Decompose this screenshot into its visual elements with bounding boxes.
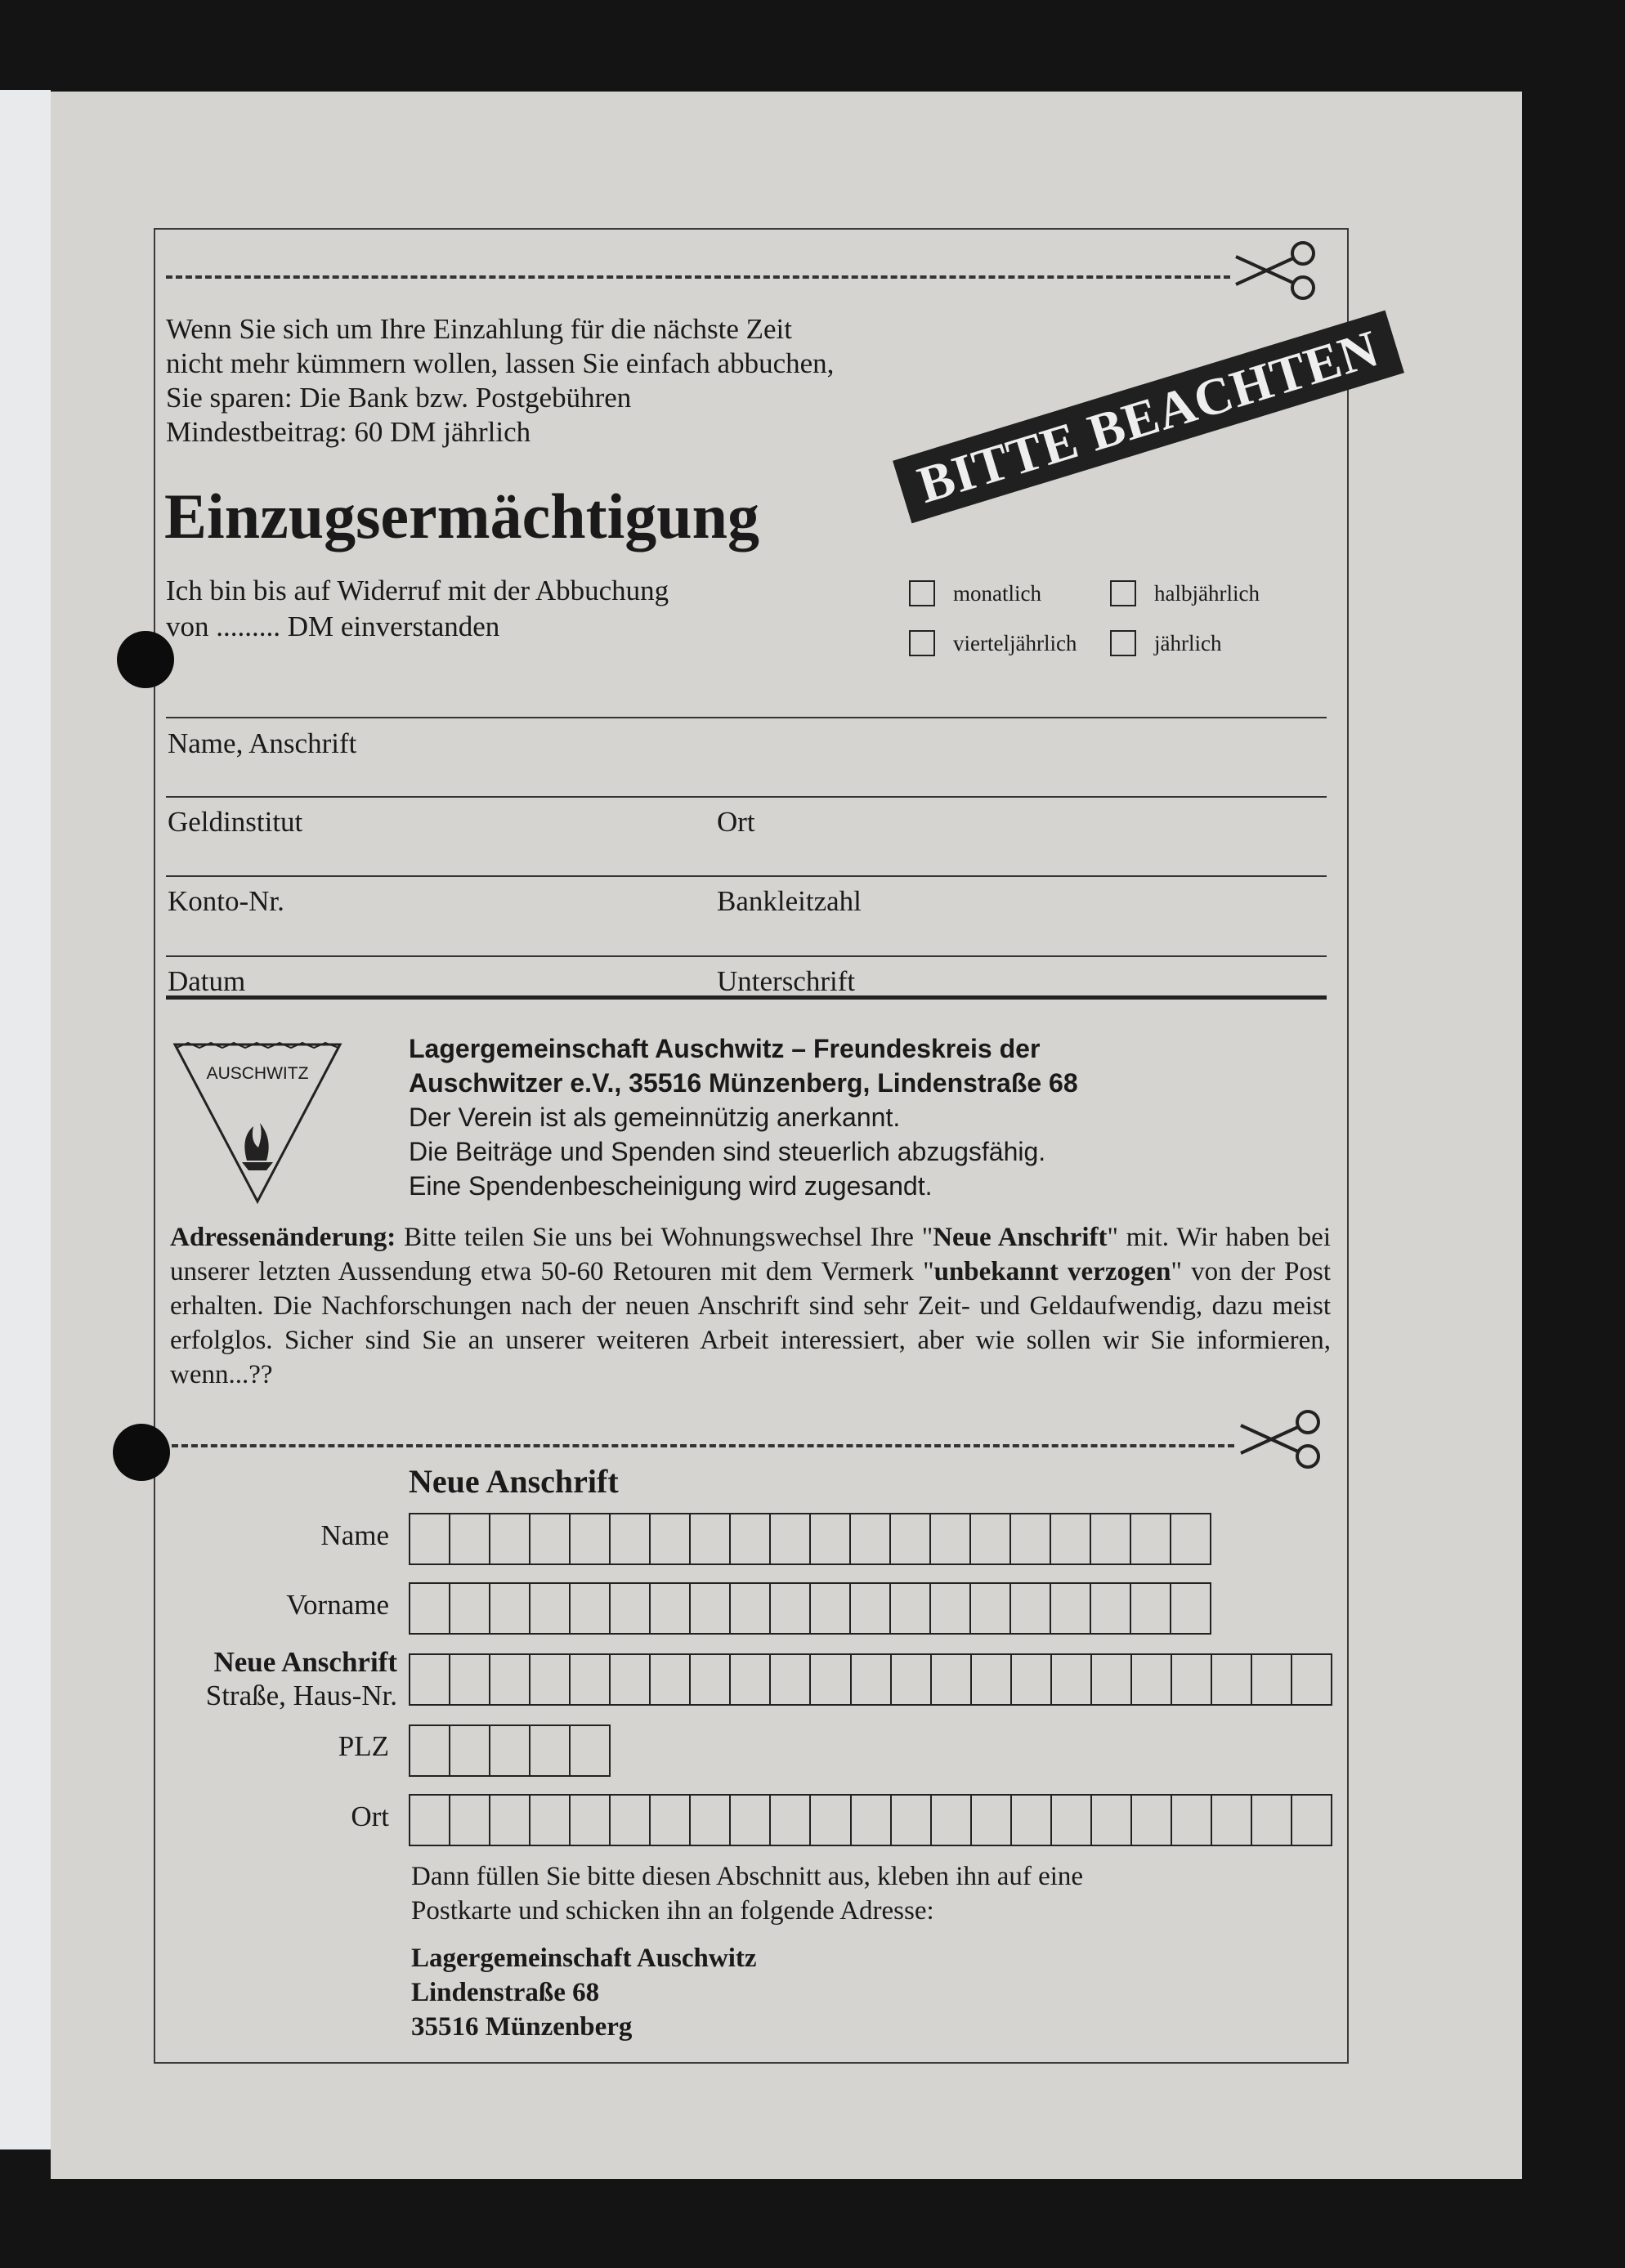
org-name-line: Lagergemeinschaft Auschwitz – Freundeskreis der [409,1034,1041,1063]
consent-line: Ich bin bis auf Widerruf mit der Abbuchung [166,575,669,606]
field-line [166,796,1327,798]
checkbox-yearly[interactable] [1110,630,1136,656]
mail-address-line: Lagergemeinschaft Auschwitz [411,1944,757,1973]
adjacent-page-edge [0,90,51,2149]
checkbox-label: monatlich [953,581,1041,606]
intro-text [166,312,834,450]
address-change-lead: Adressenänderung: [170,1223,396,1252]
city-label: Ort [351,1801,389,1832]
firstname-label: Vorname [286,1589,389,1621]
firstname-input-boxes[interactable] [409,1582,1211,1635]
field-label-bank: Geldinstitut [168,806,303,838]
street-input-boxes[interactable] [409,1653,1332,1706]
name-input-boxes[interactable] [409,1513,1211,1565]
cut-line-top [166,275,1230,279]
org-info-line: Eine Spendenbescheinigung wird zugesandt. [409,1171,933,1201]
field-label-date: Datum [168,965,246,997]
field-label-account: Konto-Nr. [168,885,284,917]
paragraph-text: " mit. Wir haben bei unserer letzten Aussendung etwa 50-60 Retouren mit dem Vermerk " [170,1223,1331,1286]
new-address-title: Neue Anschrift [409,1463,619,1500]
form-title: Einzugsermächtigung [164,481,760,552]
paragraph-text: " von der Post erhalten. Die Nachforschungen nach der neuen Anschrift sind sehr Zeit- und Geldaufwendig, dazu meist erfolglos. Sicher sind Sie an unserer weiteren Arbeit interessiert, aber wie sollen wir Sie informieren, wenn...?? [170,1257,1331,1389]
field-label-signature: Unterschrift [717,965,856,997]
paragraph-emphasis: unbekannt verzogen [933,1257,1171,1286]
org-address-line: Auschwitzer e.V., 35516 Münzenberg, Lindenstraße 68 [409,1068,1078,1098]
logo-label: AUSCHWITZ [206,1064,309,1083]
org-info-line: Der Verein ist als gemeinnützig anerkannt. [409,1103,901,1132]
organization-logo-icon [172,1038,343,1206]
punch-hole [113,1424,170,1481]
paragraph-text: Bitte teilen Sie uns bei Wohnungswechsel Ihre " [396,1223,933,1252]
intro-line: Wenn Sie sich um Ihre Einzahlung für die nächste Zeit [166,313,792,345]
city-input-boxes[interactable] [409,1794,1332,1846]
checkbox-label: vierteljährlich [953,631,1077,655]
scissors-icon [1236,1407,1324,1471]
instruction-line: Postkarte und schicken ihn an folgende Adresse: [411,1896,934,1926]
checkbox-label: jährlich [1154,631,1222,655]
section-divider [166,995,1327,1000]
checkbox-semiannual[interactable] [1110,580,1136,606]
zip-label: PLZ [338,1730,389,1762]
cut-line-middle [172,1444,1234,1447]
field-label-name-address: Name, Anschrift [168,727,357,759]
checkbox-quarterly[interactable] [909,630,935,656]
street-label-heading: Neue Anschrift [213,1646,397,1678]
instruction-line: Dann füllen Sie bitte diesen Abschnitt aus, kleben ihn auf eine [411,1862,1084,1891]
field-line [166,955,1327,957]
intro-line: Mindestbeitrag: 60 DM jährlich [166,416,531,448]
mail-address-line: Lindenstraße 68 [411,1978,600,2007]
address-change-paragraph [170,1220,1331,1392]
consent-line: von ......... DM einverstanden [166,611,500,642]
field-label-place: Ort [717,806,755,838]
punch-hole [117,631,174,688]
intro-line: Sie sparen: Die Bank bzw. Postgebühren [166,382,632,414]
org-info-line: Die Beiträge und Spenden sind steuerlich abzugsfähig. [409,1137,1046,1166]
field-line [166,875,1327,877]
checkbox-monthly[interactable] [909,580,935,606]
street-label: Straße, Haus-Nr. [205,1680,397,1711]
intro-line: nicht mehr kümmern wollen, lassen Sie einfach abbuchen, [166,347,835,379]
field-label-bank-code: Bankleitzahl [717,885,862,917]
attention-stamp: BITTE BEACHTEN [893,311,1404,524]
zip-input-boxes[interactable] [409,1724,611,1777]
field-line [166,717,1327,718]
mail-address-line: 35516 Münzenberg [411,2012,633,2042]
paragraph-emphasis: Neue Anschrift [933,1223,1108,1252]
scissors-icon [1231,239,1319,302]
name-label: Name [320,1519,389,1551]
checkbox-label: halbjährlich [1154,581,1260,606]
